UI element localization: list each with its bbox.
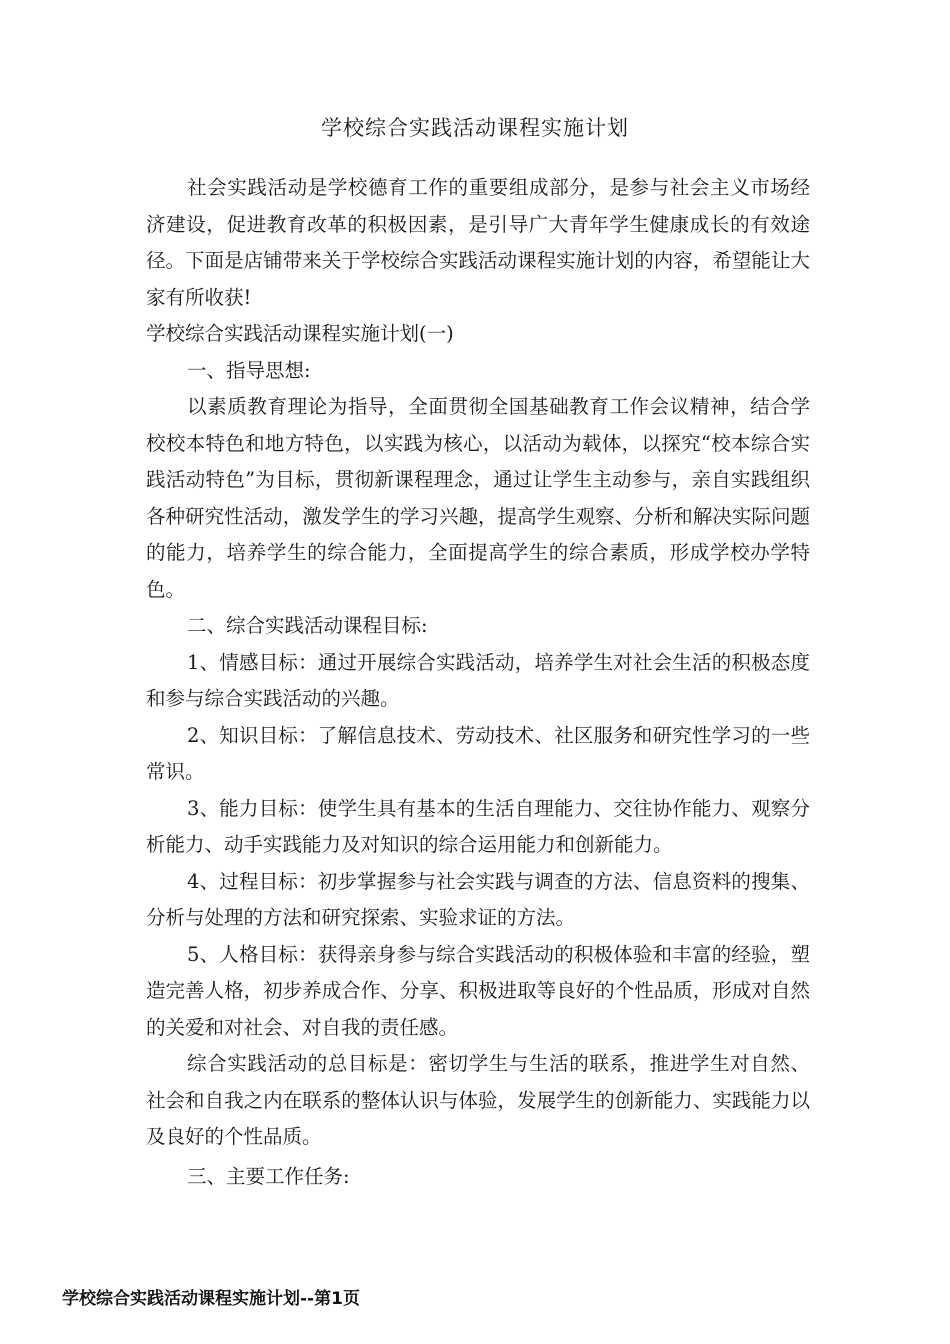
document-title: 学校综合实践活动课程实施计划 [321, 116, 629, 140]
goal-ability: 3、能力目标：使学生具有基本的生活自理能力、交往协作能力、观察分析能力、动手实践能力及对知识的综合运用能力和创新能力。 [146, 796, 810, 856]
paragraph-guiding-ideology: 以素质教育理论为指导，全面贯彻全国基础教育工作会议精神，结合学校校本特色和地方特色，以实践为核心，以活动为载体，以探究“校本综合实践活动特色”为目标，贯彻新课程理念，通过让学生主动参与，亲自实践组织各种研究性活动，激发学生的学习兴趣，提高学生观察、分析和解决实际问题的能力，培养学生的综合能力，全面提高学生的综合素质，形成学校办学特色。 [146, 395, 810, 601]
document-body [146, 170, 810, 1195]
heading-course-goals: 二、综合实践活动课程目标: [187, 614, 428, 637]
heading-main-tasks: 三、主要工作任务: [187, 1164, 350, 1188]
section-heading-plan-one: 学校综合实践活动课程实施计划(一) [146, 322, 454, 345]
goal-personality: 5、人格目标：获得亲身参与综合实践活动的积极体验和丰富的经验，塑造完善人格，初步养成合作、分享、积极进取等良好的个性品质，形成对自然的关爱和对社会、对自我的责任感。 [146, 942, 810, 1039]
goal-knowledge: 2、知识目标：了解信息技术、劳动技术、社区服务和研究性学习的一些常识。 [146, 723, 810, 783]
overall-goal: 综合实践活动的总目标是：密切学生与生活的联系，推进学生对自然、社会和自我之内在联系的整体认识与体验，发展学生的创新能力、实践能力以及良好的个性品质。 [146, 1052, 810, 1148]
page-footer: 学校综合实践活动课程实施计划--第1页 [62, 1289, 360, 1309]
goal-emotion: 1、情感目标：通过开展综合实践活动，培养学生对社会生活的积极态度和参与综合实践活动的兴趣。 [146, 650, 810, 710]
goal-process: 4、过程目标：初步掌握参与社会实践与调查的方法、信息资料的搜集、分析与处理的方法和研究探索、实验求证的方法。 [146, 869, 810, 929]
intro-paragraph: 社会实践活动是学校德育工作的重要组成部分，是参与社会主义市场经济建设，促进教育改革的积极因素，是引导广大青年学生健康成长的有效途径。下面是店铺带来关于学校综合实践活动课程实施计划的内容，希望能让大家有所收获! [146, 176, 810, 309]
heading-guiding-ideology: 一、指导思想: [187, 358, 311, 382]
